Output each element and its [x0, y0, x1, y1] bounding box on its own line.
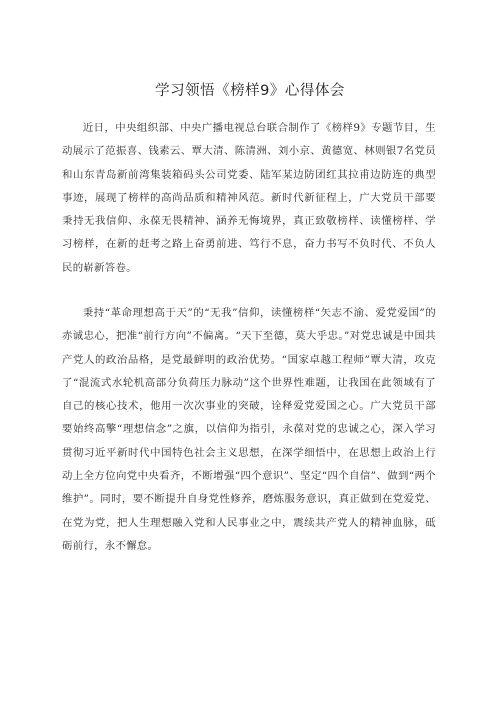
body-paragraph-1: 近日，中央组织部、中央广播电视总台联合制作了《榜样9》专题节目，生动展示了范振喜、钱素云、覃大清、陈清洲、刘小京、黄德宽、林则银7名党员和山东青岛新前湾集装箱码头公司党委、陆军某边防团红其拉甫边防连的典型事迹，展现了榜样的高尚品质和精神风范。新时代新征程上，广大党员干部要秉持无我信仰、永葆无畏精神、涵养无悔境界，真正致敬榜样、读懂榜样、学习榜样，在新的赶考之路上奋勇前进、笃行不息，奋力书写不负时代、不负人民的崭新答卷。	[62, 122, 436, 274]
body-paragraph-2: 秉持“革命理想高于天”的“无我”信仰，读懂榜样“矢志不渝、爱党爱国”的赤诚忠心，把准“前行方向”不偏离。“天下至德，莫大乎忠。”对党忠诚是中国共产党人的政治品格，是党最鲜明的政治优势。“国家卓越工程师”覃大清，攻克了“混流式水轮机高部分负荷压力脉动”这个世界性难题，让我国在此领域有了自己的核心技术，他用一次次事业的突破，诠释爱党爱国之心。广大党员干部要始终高擎“理想信念”之旗，以信仰为指引，永葆对党的忠诚之心，深入学习贯彻习近平新时代中国特色社会主义思想，在深学细悟中，在思想上政治上行动上全方位向党中央看齐，不断增强“四个意识”、坚定“四个自信”、做到“两个维护”。同时，要不断提升自身党性修养，磨炼服务意识，真正做到在党爱党、在党为党，把人生理想融入党和人民事业之中，震续共产党人的精神血脉，砥砺前行，永不懈怠。	[62, 307, 436, 552]
document-title: 学习领悟《榜样9》心得体会	[155, 83, 345, 99]
